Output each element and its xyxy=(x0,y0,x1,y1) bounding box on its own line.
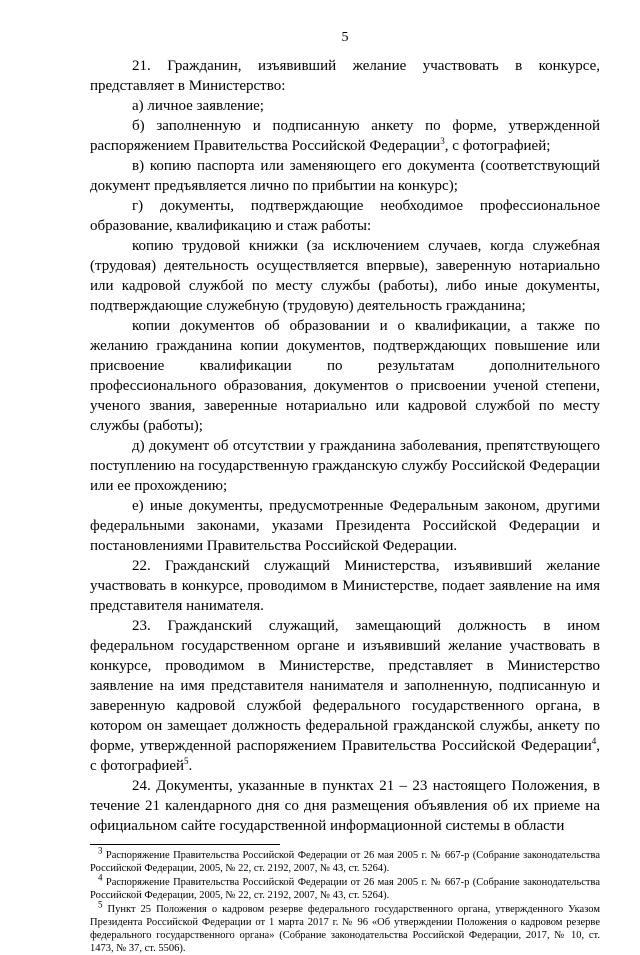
footnote-4 xyxy=(90,872,600,902)
item-b-text: б) заполненную и подписанную анкету по форме, утвержденной распоряжением Правительства Российской Федерации xyxy=(90,118,600,154)
item-a: а) личное заявление; xyxy=(132,98,264,114)
document-body xyxy=(90,56,600,836)
item-e: е) иные документы, предусмотренные Федеральным законом, другими федеральными законами, указами Президента Российской Федерации и постановлениями Правительства Российской Федерации. xyxy=(90,498,600,554)
footnote-ref-3: 3 xyxy=(440,136,445,146)
paragraph-22: 22. Гражданский служащий Министерства, изъявивший желание участвовать в конкурсе, проводимом в Министерстве, подает заявление на имя представителя нанимателя. xyxy=(90,558,600,614)
footnote-4-text: Распоряжение Правительства Российской Федерации от 26 мая 2005 г. № 667-р (Собрание законодательства Российской Федерации, 2005, № 22, ст. 2192, 2007, № 43, ст. 5264). xyxy=(90,877,600,901)
paragraph-23-tail: . xyxy=(188,758,193,774)
footnote-mark-4: 4 xyxy=(98,872,103,883)
paragraph-23-mid: , с фотографией xyxy=(90,738,600,774)
footnote-mark-3: 3 xyxy=(98,845,103,856)
footnote-ref-4: 4 xyxy=(591,736,597,746)
footnote-3-text: Распоряжение Правительства Российской Федерации от 26 мая 2005 г. № 667-р (Собрание законодательства Российской Федерации, 2005, № 22, ст. 2192, 2007, № 43, ст. 5264). xyxy=(90,850,600,874)
footnote-3 xyxy=(90,845,600,875)
paragraph-23-text: 23. Гражданский служащий, замещающий должность в ином федеральном государственном органе и изъявивший желание участвовать в конкурсе, проводимом в Министерстве, представляет в Министерство заявление на имя представителя нанимателя и заполненную, подписанную и заверенную кадровой службой федерального государственного органа, в котором он замещает должность федеральной гражданской службы, анкету по форме, утвержденной распоряжением Правительства Российской Федерации xyxy=(90,618,600,754)
footnote-ref-5: 5 xyxy=(184,756,189,766)
footnote-separator xyxy=(90,844,280,845)
item-d: д) документ об отсутствии у гражданина заболевания, препятствующего поступлению на государственную гражданскую службу Российской Федерации или ее прохождению; xyxy=(90,438,600,494)
paragraph-21: 21. Гражданин, изъявивший желание участвовать в конкурсе, представляет в Министерство: xyxy=(90,58,600,94)
item-b-tail: , с фотографией; xyxy=(444,138,551,154)
page-number: 5 xyxy=(341,30,349,45)
item-g-education: копии документов об образовании и о квалификации, а также по желанию гражданина копии документов, подтверждающих повышение или присвоение квалификации по результатам дополнительного профессионального образования, документов о присвоении ученой степени, ученого звания, заверенные нотариально или кадровой службой по месту службы (работы); xyxy=(90,318,600,434)
footnote-5-text: Пункт 25 Положения о кадровом резерве федерального государственного органа, утвержденного Указом Президента Российской Федерации от 1 марта 2017 г. № 96 «Об утверждении Положения о кадровом резерве федерального государственного органа» (Собрание законодательства Российской Федерации, 2017, № 10, ст. 1473, № 37, ст. 5506). xyxy=(90,904,600,954)
paragraph-24: 24. Документы, указанные в пунктах 21 – 23 настоящего Положения, в течение 21 календарного дня со дня размещения объявления об их приеме на официальном сайте государственной информационной системы в области xyxy=(90,778,600,834)
item-g-workbook: копию трудовой книжки (за исключением случаев, когда служебная (трудовая) деятельность осуществляется впервые), заверенную нотариально или кадровой службой по месту службы (работы), либо иные документы, подтверждающие служебную (трудовую) деятельность гражданина; xyxy=(90,238,600,314)
item-b xyxy=(90,116,600,156)
paragraph-23 xyxy=(90,616,600,776)
footnote-5 xyxy=(90,899,600,955)
item-g: г) документы, подтверждающие необходимое профессиональное образование, квалификацию и стаж работы: xyxy=(90,198,600,234)
footnote-mark-5: 5 xyxy=(98,899,103,910)
footnotes xyxy=(90,845,600,955)
item-v: в) копию паспорта или заменяющего его документа (соответствующий документ предъявляется лично по прибытии на конкурс); xyxy=(90,158,600,194)
